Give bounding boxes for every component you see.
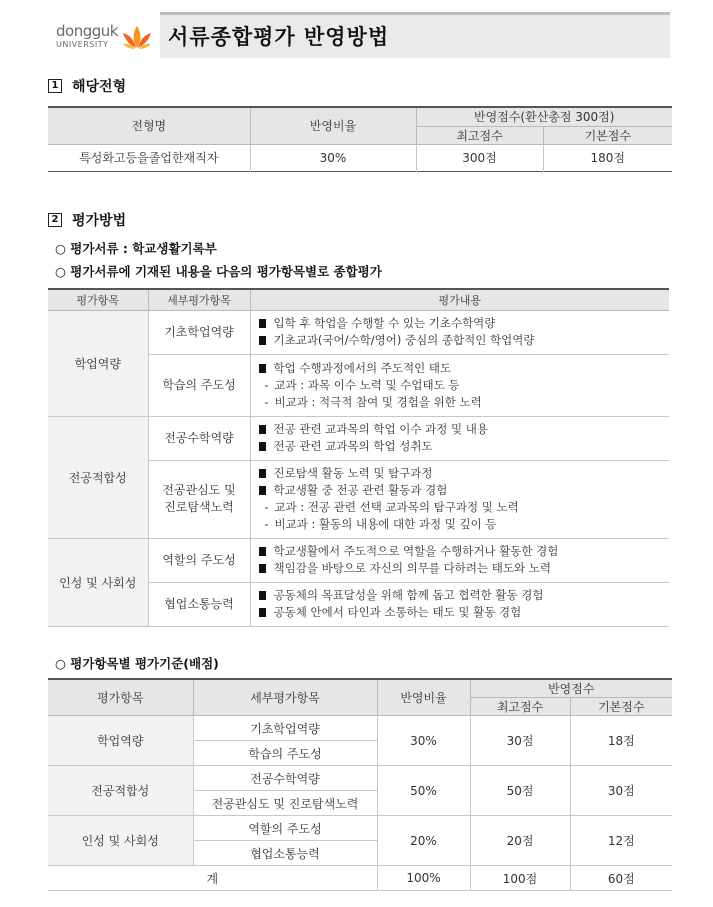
cell-eval-content (250, 416, 669, 460)
header-eval-content: 평가내용 (250, 289, 669, 310)
cell-score-item: 학업역량 (48, 716, 193, 766)
content-text: 학교생활 중 전공 관련 활동과 경험 (273, 483, 448, 497)
cell-score-ratio: 20% (377, 816, 470, 866)
logo-wordmark: dongguk (56, 22, 118, 40)
content-line (259, 421, 670, 438)
section-1-heading (48, 76, 126, 96)
section-number-box: 1 (48, 79, 62, 93)
square-bullet-icon (259, 486, 266, 495)
content-text: 진로탐색 활동 노력 및 탐구과정 (273, 466, 433, 480)
logo-subtext: UNIVERSITY (56, 40, 109, 49)
dash-bullet-icon: - (264, 394, 269, 409)
cell-score-detail: 협업소통능력 (193, 841, 377, 866)
dash-bullet-icon: - (264, 517, 269, 531)
admission-track-table (48, 106, 672, 172)
content-text: 비교과 : 적극적 참여 및 경험을 위한 노력 (274, 394, 482, 409)
cell-eval-detail: 협업소통능력 (148, 582, 250, 626)
cell-eval-detail: 역할의 주도성 (148, 538, 250, 582)
header-score-item: 평가항목 (48, 679, 193, 716)
cell-score-detail: 전공수학역량 (193, 766, 377, 791)
table-row (48, 716, 672, 741)
table-row (48, 416, 669, 460)
bullet-document: ○ 평가서류 : 학교생활기록부 (55, 241, 217, 256)
page-title: 서류종합평가 반영방법 (168, 25, 390, 49)
dongguk-logo (56, 22, 156, 52)
table-row (48, 816, 672, 841)
content-text: 공동체 안에서 타인과 소통하는 태도 및 활동 경험 (273, 605, 522, 619)
bullet-evaluation: ○ 평가서류에 기재된 내용을 다음의 평가항목별로 종합평가 (55, 264, 382, 279)
cell-eval-content (250, 310, 669, 354)
cell-eval-detail: 전공수학역량 (148, 416, 250, 460)
cell-eval-detail: 학습의 주도성 (148, 354, 250, 416)
section-title: 평가방법 (72, 213, 127, 229)
square-bullet-icon (259, 608, 266, 617)
content-line (259, 587, 670, 604)
cell-eval-content (250, 538, 669, 582)
cell-score-base: 18점 (570, 716, 672, 766)
cell-score-detail: 전공관심도 및 진로탐색노력 (193, 791, 377, 816)
square-bullet-icon (259, 564, 266, 573)
table-row (48, 310, 669, 354)
header-score-ratio: 반영비율 (377, 679, 470, 716)
cell-total-label: 계 (48, 866, 377, 891)
table-row (48, 538, 669, 582)
content-line (259, 465, 670, 482)
header-score-base: 기본점수 (570, 698, 672, 716)
content-text: 기초교과(국어/수학/영어) 중심의 종합적인 학업역량 (273, 333, 535, 347)
content-line (259, 377, 670, 394)
header-base-score: 기본점수 (543, 126, 672, 144)
content-text: 학업 수행과정에서의 주도적인 태도 (273, 360, 452, 375)
cell-score-max: 20점 (470, 816, 570, 866)
content-text: 학교생활에서 주도적으로 역할을 수행하거나 활동한 경험 (273, 544, 559, 558)
content-text: 비교과 : 활동의 내용에 대한 과정 및 깊이 등 (274, 517, 497, 531)
cell-total-max: 100점 (470, 866, 570, 891)
cell-max-score: 300점 (416, 144, 543, 171)
content-text: 책임감을 바탕으로 자신의 의무를 다하려는 태도와 노력 (273, 561, 551, 575)
cell-total-ratio: 100% (377, 866, 470, 891)
header-eval-detail: 세부평가항목 (148, 289, 250, 310)
bullet-scoring: ○ 평가항목별 평가기준(배점) (55, 656, 219, 671)
content-line (259, 543, 670, 560)
cell-eval-content (250, 582, 669, 626)
square-bullet-icon (259, 547, 266, 556)
content-text: 교과 : 과목 이수 노력 및 수업태도 등 (274, 377, 460, 392)
cell-score-base: 12점 (570, 816, 672, 866)
section-2-heading (48, 210, 126, 230)
cell-score-item: 전공적합성 (48, 766, 193, 816)
table-row (48, 766, 672, 791)
header-score-group: 반영점수(환산총점 300점) (416, 107, 672, 126)
cell-base-score: 180점 (543, 144, 672, 171)
content-line (259, 360, 670, 377)
cell-score-base: 30점 (570, 766, 672, 816)
cell-eval-detail: 전공관심도 및 진로탐색노력 (148, 460, 250, 538)
section-number-box: 2 (48, 213, 62, 227)
square-bullet-icon (259, 442, 266, 451)
cell-score-ratio: 50% (377, 766, 470, 816)
section-title: 해당전형 (72, 79, 127, 95)
square-bullet-icon (259, 364, 266, 373)
content-text: 공동체의 목표달성을 위해 함께 돕고 협력한 활동 경험 (273, 588, 544, 602)
content-line (259, 315, 670, 332)
header-score-detail: 세부평가항목 (193, 679, 377, 716)
header-max-score: 최고점수 (416, 126, 543, 144)
square-bullet-icon (259, 591, 266, 600)
cell-score-max: 30점 (470, 716, 570, 766)
content-text: 교과 : 전공 관련 선택 교과목의 탐구과정 및 노력 (274, 500, 519, 514)
header-ratio: 반영비율 (250, 107, 416, 144)
dash-bullet-icon: - (264, 377, 269, 392)
content-line (259, 560, 670, 577)
cell-score-detail: 기초학업역량 (193, 716, 377, 741)
content-line (259, 499, 670, 516)
header-track-name: 전형명 (48, 107, 250, 144)
scoring-criteria-table (48, 678, 672, 891)
cell-eval-item: 인성 및 사회성 (48, 538, 148, 626)
cell-score-max: 50점 (470, 766, 570, 816)
header-score-group: 반영점수 (470, 679, 672, 698)
header-eval-item: 평가항목 (48, 289, 148, 310)
total-row (48, 866, 672, 891)
cell-eval-item: 학업역량 (48, 310, 148, 416)
cell-eval-content (250, 460, 669, 538)
cell-eval-item: 전공적합성 (48, 416, 148, 538)
content-line (259, 604, 670, 621)
cell-eval-detail: 기초학업역량 (148, 310, 250, 354)
header-score-max: 최고점수 (470, 698, 570, 716)
lotus-flame-icon (122, 24, 152, 50)
page-header (48, 12, 670, 58)
content-text: 전공 관련 교과목의 학업 성취도 (273, 439, 433, 453)
content-text: 전공 관련 교과목의 학업 이수 과정 및 내용 (273, 422, 488, 436)
content-line (259, 394, 670, 411)
cell-ratio: 30% (250, 144, 416, 171)
cell-score-ratio: 30% (377, 716, 470, 766)
dash-bullet-icon: - (264, 500, 269, 514)
content-line (259, 516, 670, 533)
content-line (259, 482, 670, 499)
content-line (259, 438, 670, 455)
cell-track-name: 특성화고등을졸업한재직자 (48, 144, 250, 171)
cell-score-detail: 학습의 주도성 (193, 741, 377, 766)
square-bullet-icon (259, 336, 266, 345)
content-text: 입학 후 학업을 수행할 수 있는 기초수학역량 (273, 316, 496, 330)
cell-score-item: 인성 및 사회성 (48, 816, 193, 866)
cell-score-detail: 역할의 주도성 (193, 816, 377, 841)
square-bullet-icon (259, 469, 266, 478)
evaluation-criteria-table (48, 288, 669, 627)
cell-eval-content (250, 354, 669, 416)
content-line (259, 332, 670, 349)
square-bullet-icon (259, 319, 266, 328)
cell-total-base: 60점 (570, 866, 672, 891)
square-bullet-icon (259, 425, 266, 434)
